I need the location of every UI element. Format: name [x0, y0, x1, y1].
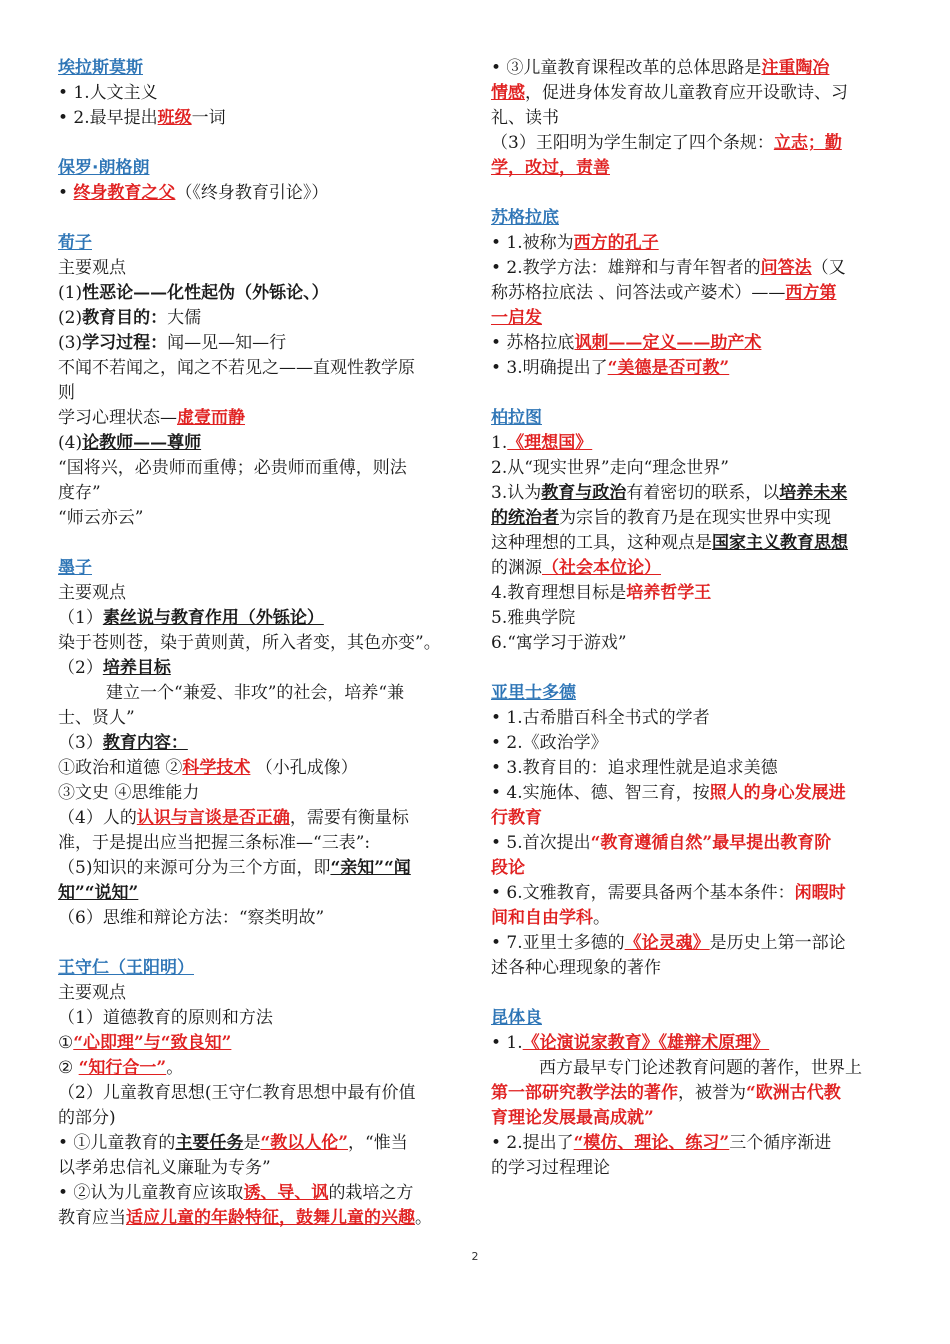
text-line: “国将兴，必贵师而重傅；必贵师而重傅，则法	[58, 458, 407, 478]
text-line: • 6.文雅教育，需要具备两个基本条件：闲暇时	[491, 883, 846, 903]
text-line: • ②认为儿童教育应该取诱、导、讽的栽培之方	[58, 1183, 414, 1203]
text-line: • ③儿童教育课程改革的总体思路是注重陶冶	[491, 58, 830, 78]
text-line: ①“心即理”与“致良知”	[58, 1033, 232, 1053]
text-line: 的渊源（社会本位论）	[491, 558, 661, 578]
text-line: （2）培养目标	[58, 658, 171, 678]
text-line: • 1.人文主义	[58, 83, 158, 103]
text-line: 第一部研究教学法的著作，被誉为“欧洲古代教	[491, 1083, 841, 1103]
text-line: • 1.被称为西方的孔子	[491, 233, 659, 253]
text-line: • 7.亚里士多德的《论灵魂》是历史上第一部论	[491, 933, 846, 953]
text-line: 育理论发展最高成就”	[491, 1108, 654, 1128]
text-line: 学，改过，责善	[491, 158, 610, 178]
text-line: 学习心理状态—虚壹而静	[58, 408, 245, 428]
text-line: 称苏格拉底法 、问答法或产婆术）——西方第	[491, 283, 837, 303]
right-column	[491, 56, 903, 1181]
text-line: （3）教育内容：	[58, 733, 188, 753]
text-line: • 5.首次提出“教育遵循自然”最早提出教育阶	[491, 833, 832, 853]
text-line: 述各种心理现象的著作	[491, 958, 661, 978]
text-line: 不闻不若闻之，闻之不若见之——直观性教学原	[58, 358, 415, 378]
text-line: • 3.教育目的：追求理性就是追求美德	[491, 758, 778, 778]
text-line: （2）儿童教育思想(王守仁教育思想中最有价值	[58, 1083, 416, 1103]
text-line: 4.教育理想目标是培养哲学王	[491, 583, 712, 603]
text-line: 主要观点	[58, 583, 126, 603]
text-line: 则	[58, 383, 75, 403]
text-line: （3）王阳明为学生制定了四个条规：立志；勤	[491, 133, 842, 153]
text-line: （5)知识的来源可分为三个方面，即“亲知”“闻	[58, 858, 411, 878]
text-line: ①政治和道德 ②科学技术 （小孔成像）	[58, 758, 358, 778]
text-line: （4）人的认识与言谈是否正确，需要有衡量标	[58, 808, 409, 828]
text-line: • 1.古希腊百科全书式的学者	[491, 708, 710, 728]
section-heading-plato: 柏拉图	[491, 408, 542, 428]
text-line: 的部分)	[58, 1108, 116, 1128]
text-line: • ①儿童教育的主要任务是“教以人伦”，“惟当	[58, 1133, 408, 1153]
text-line: 建立一个“兼爱、非攻”的社会，培养“兼	[106, 683, 405, 703]
text-line: 准，于是提出应当把握三条标准—“三表”:	[58, 833, 371, 853]
text-line: • 苏格拉底讽刺——定义——助产术	[491, 333, 762, 353]
text-line: (3)学习过程：闻—见—知—行	[58, 333, 287, 353]
text-line: • 2.《政治学》	[491, 733, 608, 753]
text-line: （6）思维和辩论方法：“察类明故”	[58, 908, 325, 928]
text-line: 主要观点	[58, 258, 126, 278]
text-line: 2.从“现实世界”走向“理念世界”	[491, 458, 729, 478]
section-heading-xunzi: 荀子	[58, 233, 92, 253]
section-heading-lengrand: 保罗·朗格朗	[58, 158, 150, 178]
text-line: 情感，促进身体发育故儿童教育应开设歌诗、习	[491, 83, 848, 103]
text-line: 的学习过程理论	[491, 1158, 610, 1178]
text-line: (4)论教师——尊师	[58, 433, 202, 453]
text-line: 教育应当适应儿童的年龄特征，鼓舞儿童的兴趣。	[58, 1208, 432, 1228]
left-column	[58, 56, 466, 1231]
text-line: ③文史 ④思维能力	[58, 783, 200, 803]
text-line: 5.雅典学院	[491, 608, 576, 628]
text-line: （1）道德教育的原则和方法	[58, 1008, 273, 1028]
text-line: （1）素丝说与教育作用（外铄论）	[58, 608, 324, 628]
text-line: • 终身教育之父（《终身教育引论》）	[58, 183, 329, 203]
text-line: 段论	[491, 858, 525, 878]
text-line: (2)教育目的：大儒	[58, 308, 202, 328]
section-heading-aristotle: 亚里士多德	[491, 683, 576, 703]
text-line: • 4.实施体、德、智三育，按照人的身心发展进	[491, 783, 846, 803]
text-line: 主要观点	[58, 983, 126, 1003]
text-line: 6.“寓学习于游戏”	[491, 633, 627, 653]
text-line: (1)性恶论——化性起伪（外铄论、）	[58, 283, 329, 303]
text-line: 西方最早专门论述教育问题的著作，世界上	[539, 1058, 862, 1078]
text-line: • 3.明确提出了“美德是否可教”	[491, 358, 730, 378]
text-line: 知”“说知”	[58, 883, 139, 903]
text-line: • 2.提出了“模仿、理论、练习”三个循序渐进	[491, 1133, 832, 1153]
section-heading-socrates: 苏格拉底	[491, 208, 559, 228]
text-line: 士、贤人”	[58, 708, 135, 728]
text-line: 度存”	[58, 483, 101, 503]
section-heading-quintilian: 昆体良	[491, 1008, 542, 1028]
text-line: 以孝弟忠信礼义廉耻为专务”	[58, 1158, 271, 1178]
page-number: 2	[471, 1250, 479, 1263]
text-line: 礼、读书	[491, 108, 559, 128]
text-line: 这种理想的工具，这种观点是国家主义教育思想	[491, 533, 848, 553]
text-line: ② “知行合一”。	[58, 1058, 184, 1078]
text-line: 3.认为教育与政治有着密切的联系，以培养未来	[491, 483, 848, 503]
section-heading-wang-shouren: 王守仁（王阳明）	[58, 958, 194, 978]
text-line: 行教育	[491, 808, 542, 828]
section-heading-mozi: 墨子	[58, 558, 92, 578]
text-line: 染于苍则苍，染于黄则黄，所入者变，其色亦变”。	[58, 633, 441, 653]
text-line: 一启发	[491, 308, 542, 328]
text-line: • 2.教学方法：雄辩和与青年智者的问答法（又	[491, 258, 846, 278]
text-line: • 2.最早提出班级一词	[58, 108, 226, 128]
text-line: “师云亦云”	[58, 508, 144, 528]
text-line: • 1.《论演说家教育》《雄辩术原理》	[491, 1033, 770, 1053]
section-heading-erasmus: 埃拉斯莫斯	[58, 58, 143, 78]
text-line: 的统治者为宗旨的教育乃是在现实世界中实现	[491, 508, 831, 528]
text-line: 1.《理想国》	[491, 433, 593, 453]
text-line: 间和自由学科。	[491, 908, 610, 928]
